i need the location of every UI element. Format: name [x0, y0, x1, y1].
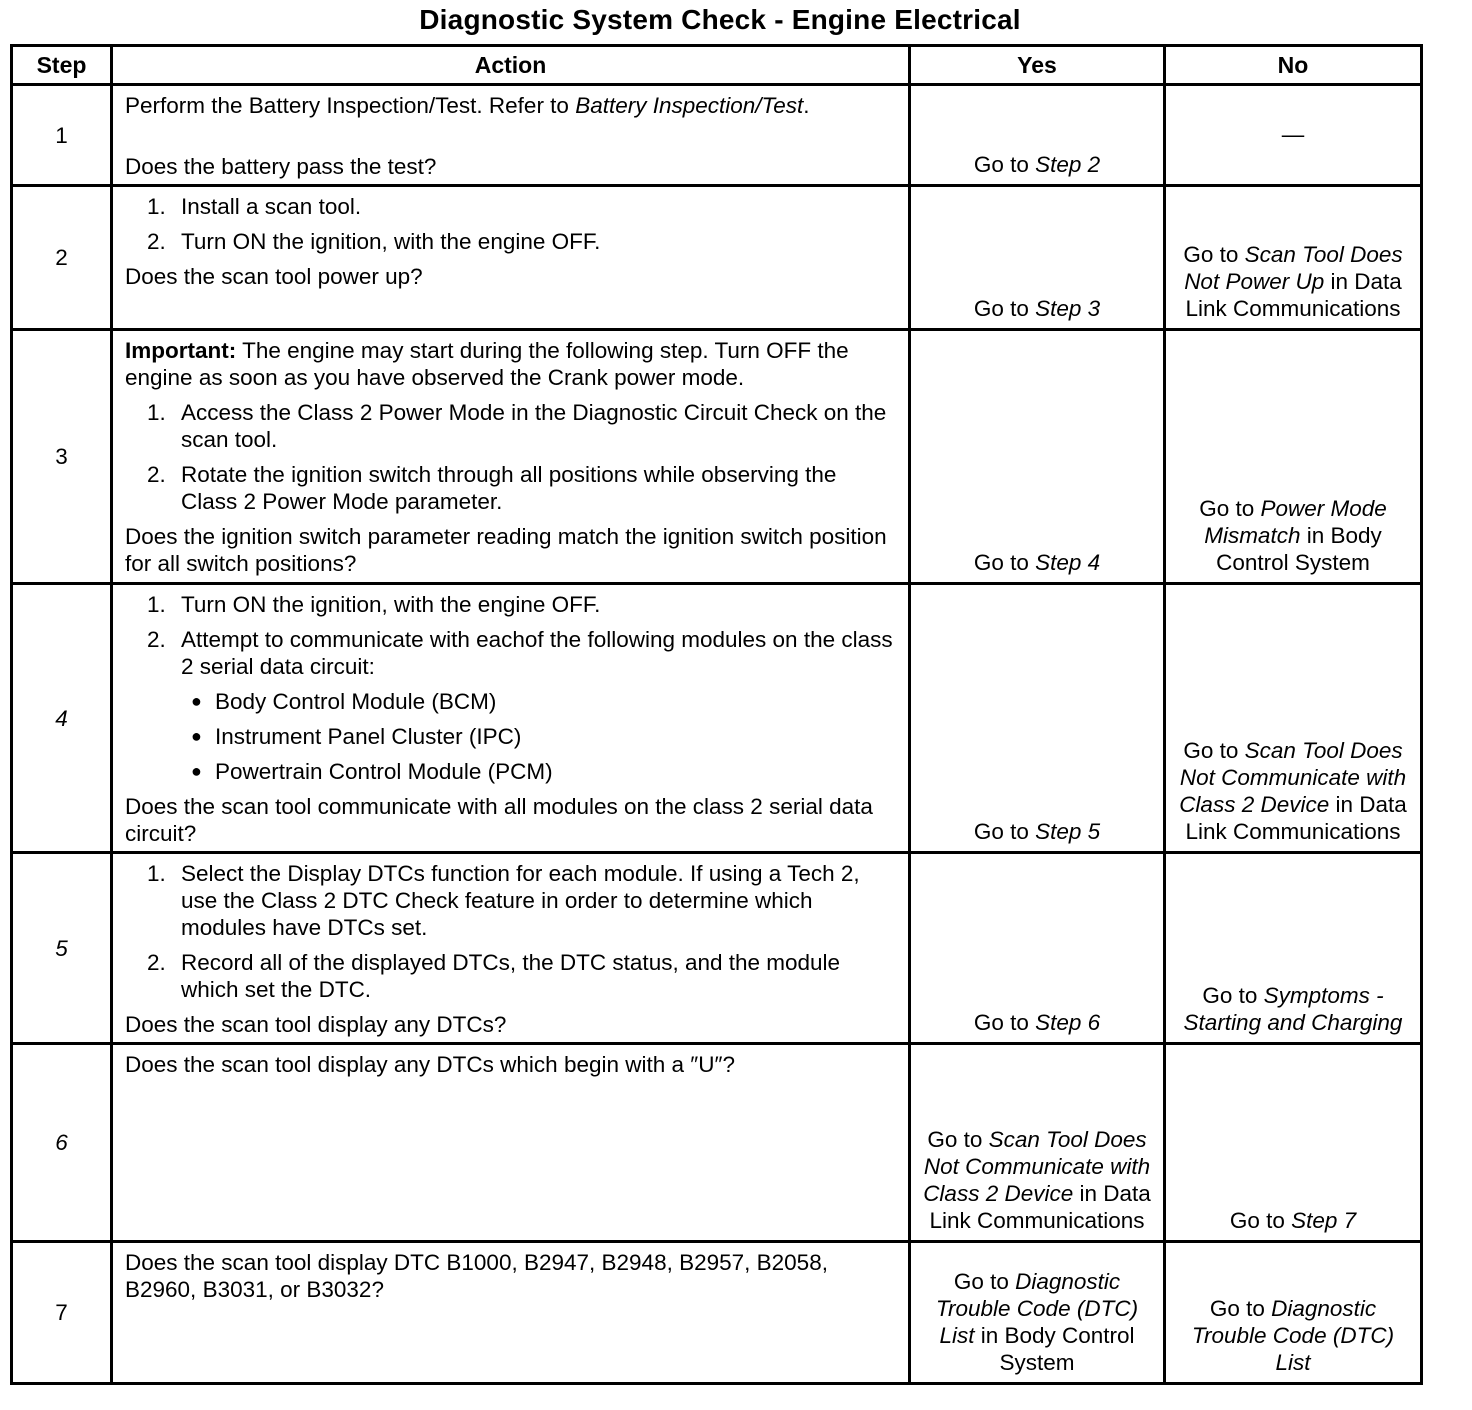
yes-reference: Step 4 — [1035, 550, 1101, 575]
yes-cell: Go to Step 4 — [910, 330, 1165, 584]
no-reference: Diagnostic Trouble Code (DTC) List — [1191, 1296, 1395, 1375]
action-question: Does the scan tool power up? — [125, 264, 423, 289]
yes-reference: Step 3 — [1035, 296, 1101, 321]
no-cell: Go to Scan Tool Does Not Power Up in Data Link Communications — [1165, 186, 1422, 330]
table-row — [12, 584, 1422, 853]
action-cell — [112, 1044, 910, 1242]
table-row — [12, 1242, 1422, 1384]
important-note: Important: The engine may start during the following step. Turn OFF the engine as soon as you have observed the Crank power mode. — [125, 338, 849, 390]
action-cell — [112, 584, 910, 853]
bullet-item: ● Body Control Module (BCM) — [191, 689, 497, 714]
action-instruction: Perform the Battery Inspection/Test. Refer to Battery Inspection/Test. — [125, 93, 810, 118]
no-cell: Go to Scan Tool Does Not Communicate with Class 2 Device in Data Link Communications — [1165, 584, 1422, 853]
action-cell — [112, 1242, 910, 1384]
no-reference: Symptoms - Starting and Charging — [1183, 983, 1403, 1035]
yes-cell: Go to Step 3 — [910, 186, 1165, 330]
table-row — [12, 853, 1422, 1044]
step-number: 7 — [12, 1242, 112, 1384]
step-number: 6 — [12, 1044, 112, 1242]
action-cell — [112, 330, 910, 584]
no-cell: Go to Step 7 — [1165, 1044, 1422, 1242]
no-cell: Go to Power Mode Mismatch in Body Control System — [1165, 330, 1422, 584]
action-question: Does the scan tool communicate with all modules on the class 2 serial data circuit? — [125, 794, 873, 846]
table-row — [12, 186, 1422, 330]
yes-reference: Step 5 — [1035, 819, 1101, 844]
header-action: Action — [112, 46, 910, 85]
no-cell: — — [1165, 85, 1422, 186]
step-number: 2 — [12, 186, 112, 330]
action-question: Does the battery pass the test? — [125, 154, 437, 179]
yes-reference: Step 2 — [1035, 152, 1101, 177]
no-reference: Scan Tool Does Not Power Up — [1184, 242, 1403, 294]
step-number: 5 — [12, 853, 112, 1044]
header-yes: Yes — [910, 46, 1165, 85]
numbered-item: 1. Select the Display DTCs function for each module. If using a Tech 2, use the Class 2 DTC Check feature in order to determine which modules have DTCs set. — [147, 861, 860, 940]
no-reference: Power Mode Mismatch — [1204, 496, 1387, 548]
page-title: Diagnostic System Check - Engine Electrical — [419, 4, 1021, 35]
numbered-item: 1. Access the Class 2 Power Mode in the Diagnostic Circuit Check on the scan tool. — [147, 400, 887, 452]
numbered-item: 2. Rotate the ignition switch through all positions while observing the Class 2 Power Mode parameter. — [147, 462, 837, 514]
step-number: 1 — [12, 85, 112, 186]
yes-cell: Go to Diagnostic Trouble Code (DTC) List in Body Control System — [910, 1242, 1165, 1384]
action-question: Does the ignition switch parameter reading match the ignition switch position for all switch positions? — [125, 524, 887, 576]
numbered-item: 2. Attempt to communicate with eachof the following modules on the class 2 serial data circuit: — [147, 627, 893, 679]
yes-cell: Go to Scan Tool Does Not Communicate with Class 2 Device in Data Link Communications — [910, 1044, 1165, 1242]
yes-cell: Go to Step 6 — [910, 853, 1165, 1044]
step-number: 4 — [12, 584, 112, 853]
action-question: Does the scan tool display DTC B1000, B2947, B2948, B2957, B2058, B2960, B3031, or B3032? — [125, 1250, 828, 1302]
yes-reference: Step 6 — [1035, 1010, 1101, 1035]
step-number: 3 — [12, 330, 112, 584]
header-no: No — [1165, 46, 1422, 85]
numbered-item: 2. Turn ON the ignition, with the engine OFF. — [147, 229, 601, 254]
table-row — [12, 330, 1422, 584]
action-question: Does the scan tool display any DTCs which begin with a ″U″? — [125, 1052, 735, 1077]
action-cell — [112, 853, 910, 1044]
yes-reference: Diagnostic Trouble Code (DTC) List — [935, 1269, 1139, 1348]
no-reference: Scan Tool Does Not Communicate with Class 2 Device — [1179, 738, 1407, 817]
numbered-item: 2. Record all of the displayed DTCs, the DTC status, and the module which set the DTC. — [147, 950, 841, 1002]
header-step: Step — [12, 46, 112, 85]
bullet-item: ● Powertrain Control Module (PCM) — [191, 759, 553, 784]
no-cell: Go to Diagnostic Trouble Code (DTC) List — [1165, 1242, 1422, 1384]
action-question: Does the scan tool display any DTCs? — [125, 1012, 507, 1037]
bullet-item: ● Instrument Panel Cluster (IPC) — [191, 724, 522, 749]
reference-link: Battery Inspection/Test — [575, 93, 804, 118]
table-row — [12, 1044, 1422, 1242]
action-cell — [112, 85, 910, 186]
yes-reference: Scan Tool Does Not Communicate with Class 2 Device — [923, 1127, 1151, 1206]
no-reference: Step 7 — [1291, 1208, 1357, 1233]
yes-cell: Go to Step 2 — [910, 85, 1165, 186]
yes-cell: Go to Step 5 — [910, 584, 1165, 853]
numbered-item: 1. Turn ON the ignition, with the engine OFF. — [147, 592, 601, 617]
table-header-row — [12, 46, 1422, 85]
action-cell — [112, 186, 910, 330]
diagnostic-table — [10, 44, 1423, 1385]
numbered-item: 1. Install a scan tool. — [147, 194, 362, 219]
no-cell: Go to Symptoms - Starting and Charging — [1165, 853, 1422, 1044]
table-row — [12, 85, 1422, 186]
important-label: Important: — [125, 338, 237, 363]
